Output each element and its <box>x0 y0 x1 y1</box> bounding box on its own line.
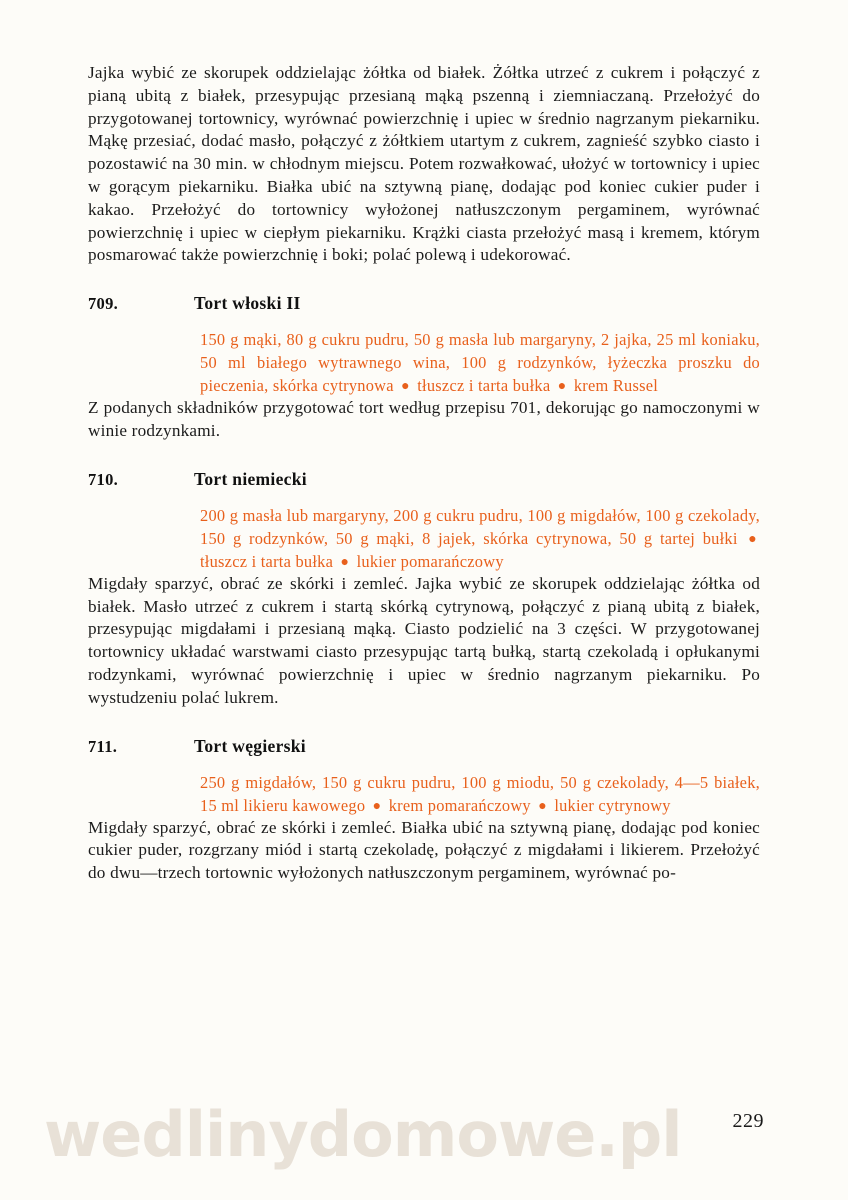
recipe-number: 711. <box>88 736 118 756</box>
recipe-ingredients <box>200 504 760 573</box>
bullet-icon: ● <box>401 379 410 395</box>
ingredients-part: lukier cytrynowy <box>554 795 671 815</box>
bullet-icon: ● <box>372 798 382 814</box>
ingredients-part: krem pomarańczowy <box>388 795 531 815</box>
watermark: wedlinydomowe.pl <box>44 1098 682 1171</box>
recipe-number: 709. <box>88 294 119 314</box>
ingredients-part: tłuszcz i tarta bułka <box>200 551 334 571</box>
recipe-title: Tort węgierski <box>194 735 306 756</box>
recipe-title: Tort niemiecki <box>194 468 307 489</box>
intro-paragraph: Jajka wybić ze skorupek oddzielając żółtka od białek. Żółtka utrzeć z cukrem i połączyć z pianą ubitą z białek, przesypując przesianą mąką pszenną i ziemniaczaną. Przełożyć do przygotowanej tortownicy, wyrównać powierzchnię i upiec w średnio nagrzanym piekarniku. Mąkę przesiać, dodać masło, połączyć z żółtkiem utartym z cukrem, zagnieść szybko ciasto i pozostawić na 30 min. w chłodnym miejscu. Potem rozwałkować, ułożyć w tortownicy i upiec w gorącym piekarniku. Białka ubić na sztywną pianę, dodając pod koniec cukier puder i kakao. Przełożyć do tortownicy wyłożonej natłuszczonym pergaminem, wyrównać powierzchnię i upiec w ciepłym piekarniku. Krążki ciasta przełożyć masą i kremem, którym posmarować także powierzchnię i boki; polać polewą i udekorować. <box>88 63 760 265</box>
recipe-entry-709 <box>88 293 760 443</box>
ingredients-part: 200 g masła lub margaryny, 200 g cukru pudru, 100 g migdałów, 100 g czekolady, 150 g rodzynków, 50 g mąki, 8 jajek, skórka cytrynowa, 50 g tartej bułki <box>200 505 760 548</box>
recipe-ingredients <box>200 328 760 397</box>
bullet-icon: ● <box>748 532 757 547</box>
ingredients-part: 250 g migdałów, 150 g cukru pudru, 100 g miodu, 50 g czekolady, 4—5 białek, 15 ml likieru kawowego <box>200 772 760 815</box>
recipe-title: Tort włoski II <box>194 293 301 314</box>
ingredients-part: 150 g mąki, 80 g cukru pudru, 50 g masła lub margaryny, 2 jajka, 25 ml koniaku, 50 ml białego wytrawnego wina, 100 g rodzynków, łyżeczka proszku do pieczenia, skórka cytrynowa <box>200 330 760 396</box>
recipe-heading <box>88 293 760 314</box>
page-content <box>88 62 760 885</box>
recipe-entry-710 <box>88 469 760 710</box>
bullet-icon: ● <box>340 555 350 570</box>
recipe-number: 710. <box>88 469 119 489</box>
recipe-entry-711 <box>88 736 760 885</box>
page-number: 229 <box>732 1110 764 1132</box>
bullet-icon: ● <box>538 798 547 814</box>
recipe-ingredients <box>200 771 760 817</box>
recipe-instructions: Migdały sparzyć, obrać ze skórki i zemleć. Jajka wybić ze skorupek oddzielając żółtka od białek. Masło utrzeć z cukrem i startą skórką cytrynową, połączyć z pianą ubitą z białek, przesypując migdałami i przesianą mąką. Ciasto podzielić na 3 części. W przygotowanej tortownicy układać warstwami ciasto przesypując tartą bułką, startą czekoladą i opłukanymi rodzynkami, wyrównać powierzchnię i upiec w średnio nagrzanym piekarniku. Po wystudzeniu polać lukrem. <box>88 573 760 707</box>
bullet-icon: ● <box>557 379 567 395</box>
ingredients-part: lukier pomarańczowy <box>356 551 504 571</box>
recipe-heading <box>88 469 760 490</box>
recipe-heading <box>88 736 760 757</box>
ingredients-part: tłuszcz i tarta bułka <box>417 376 551 396</box>
recipe-instructions: Migdały sparzyć, obrać ze skórki i zemleć. Białka ubić na sztywną pianę, dodając pod koniec cukier puder, rozgrzany miód i startą czekoladę, połączyć z migdałami i likierem. Przełożyć do dwu—trzech tortownic wyłożonych natłuszczonym pergaminem, wyrównać po- <box>88 817 760 883</box>
recipe-instructions: Z podanych składników przygotować tort według przepisu 701, dekorując go namoczonymi w winie rodzynkami. <box>88 398 760 440</box>
ingredients-part: krem Russel <box>573 376 659 396</box>
